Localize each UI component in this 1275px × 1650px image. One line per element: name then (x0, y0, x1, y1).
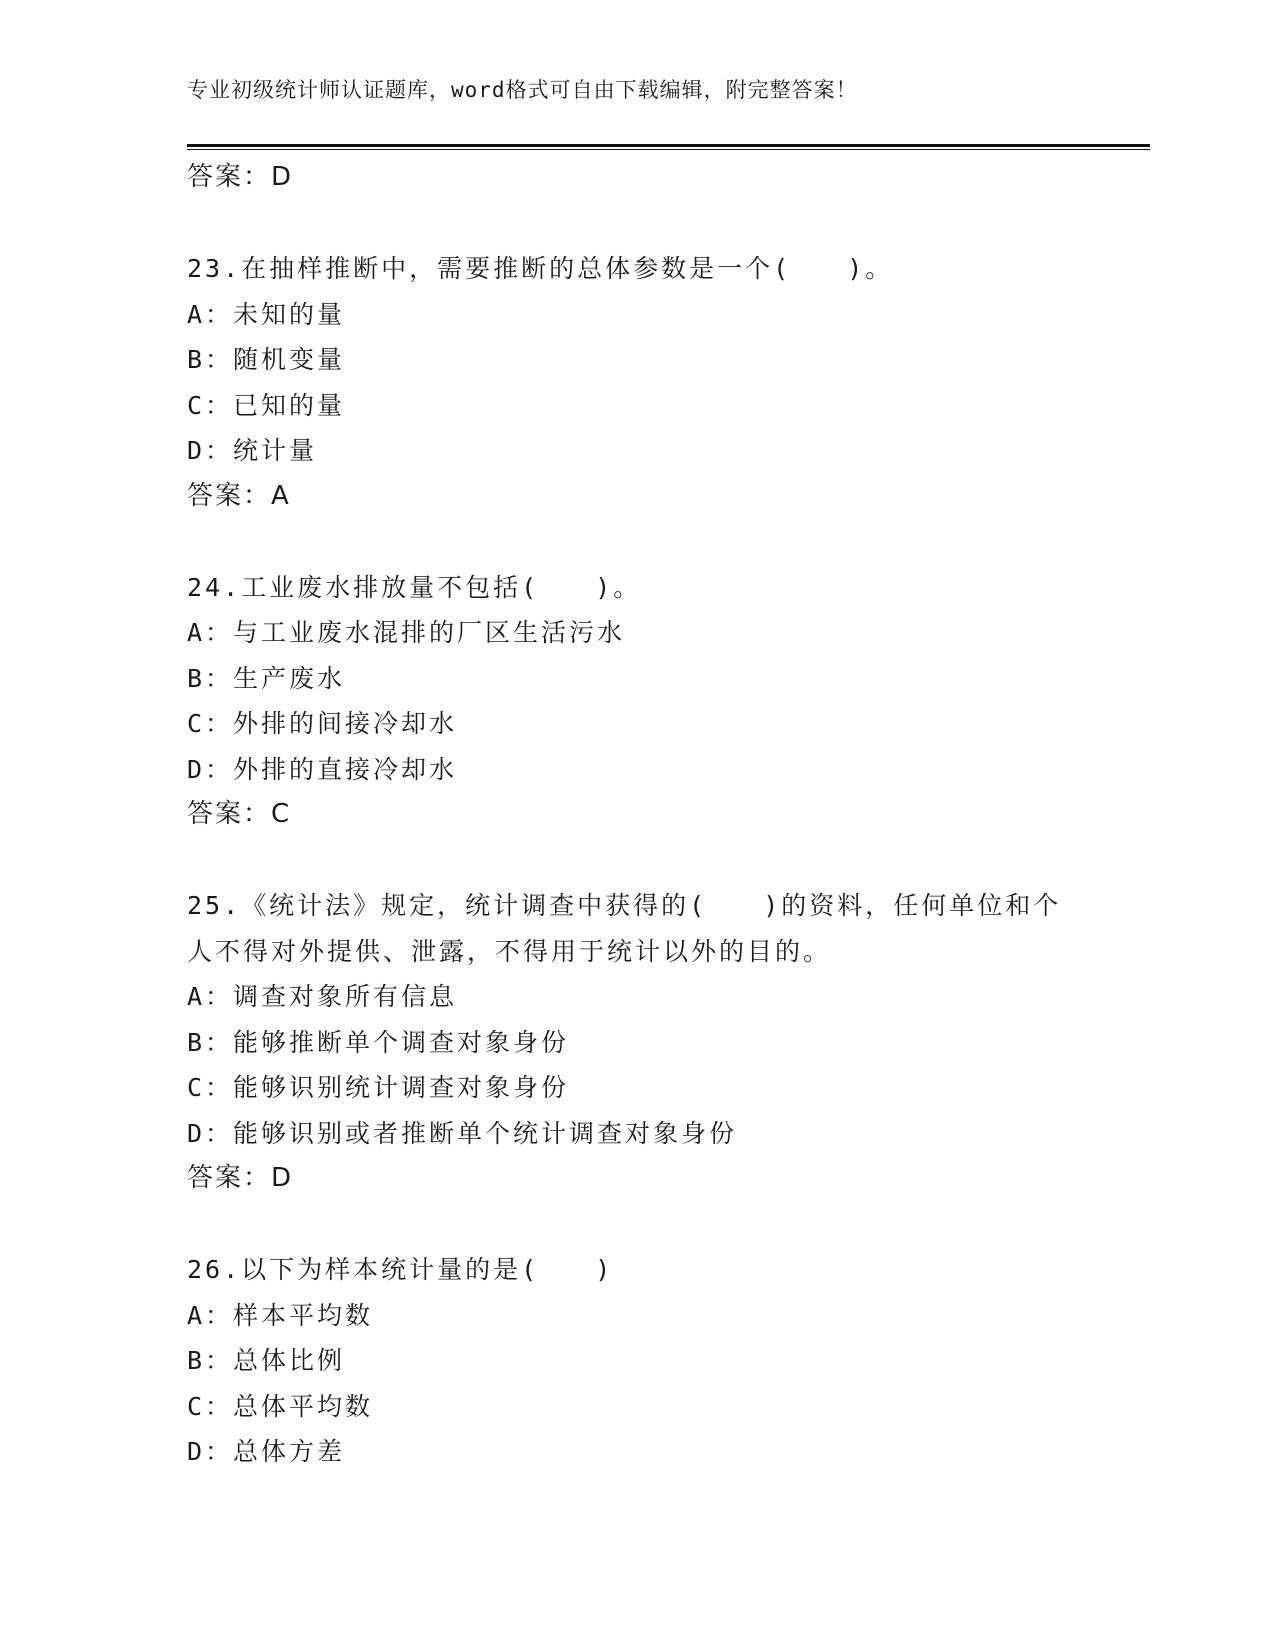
question-25 (187, 883, 1087, 1202)
question-24 (187, 565, 1087, 838)
spacer (187, 838, 1087, 884)
question-stem: 24.工业废水排放量不包括( )。 (187, 572, 642, 602)
option-b: B：生产废水 (187, 663, 346, 693)
question-stem-continued: 人不得对外提供、泄露，不得用于统计以外的目的。 (187, 936, 832, 966)
spacer (187, 519, 1087, 565)
answer: 答案：C (187, 799, 292, 829)
option-b: B：总体比例 (187, 1346, 346, 1375)
option-a: A：样本平均数 (187, 1300, 374, 1330)
question-26 (187, 1247, 1087, 1475)
option-b: B：随机变量 (187, 345, 346, 374)
option-d: D：统计量 (187, 436, 318, 465)
option-a: A：未知的量 (187, 299, 346, 329)
header-divider-thin (187, 149, 1150, 150)
header-divider (187, 144, 1150, 150)
question-list (187, 155, 1087, 1475)
question-stem: 25.《统计法》规定，统计调查中获得的( )的资料，任何单位和个 (187, 891, 1062, 920)
question-stem: 26.以下为样本统计量的是( ) (187, 1255, 614, 1284)
answer: 答案：A (187, 480, 291, 511)
option-d: D：总体方差 (187, 1437, 346, 1466)
header-divider-thick (187, 144, 1150, 147)
option-d: D：能够识别或者推断单个统计调查对象身份 (187, 1118, 738, 1148)
option-c: C：总体平均数 (187, 1391, 374, 1421)
option-d: D：外排的直接冷却水 (187, 754, 458, 784)
page-header: 专业初级统计师认证题库，word格式可自由下载编辑，附完整答案！ (187, 78, 858, 102)
option-c: C：外排的间接冷却水 (187, 709, 458, 738)
option-b: B：能够推断单个调查对象身份 (187, 1027, 570, 1057)
answer: 答案：D (187, 1163, 294, 1193)
question-stem: 23.在抽样推断中，需要推断的总体参数是一个( )。 (187, 254, 894, 283)
spacer (187, 201, 1087, 247)
option-a: A：调查对象所有信息 (187, 982, 458, 1011)
option-c: C：能够识别统计调查对象身份 (187, 1073, 570, 1102)
option-a: A：与工业废水混排的厂区生活污水 (187, 618, 626, 647)
previous-answer: 答案：D (187, 162, 294, 192)
spacer (187, 1202, 1087, 1248)
option-c: C：已知的量 (187, 390, 346, 420)
question-23 (187, 246, 1087, 519)
